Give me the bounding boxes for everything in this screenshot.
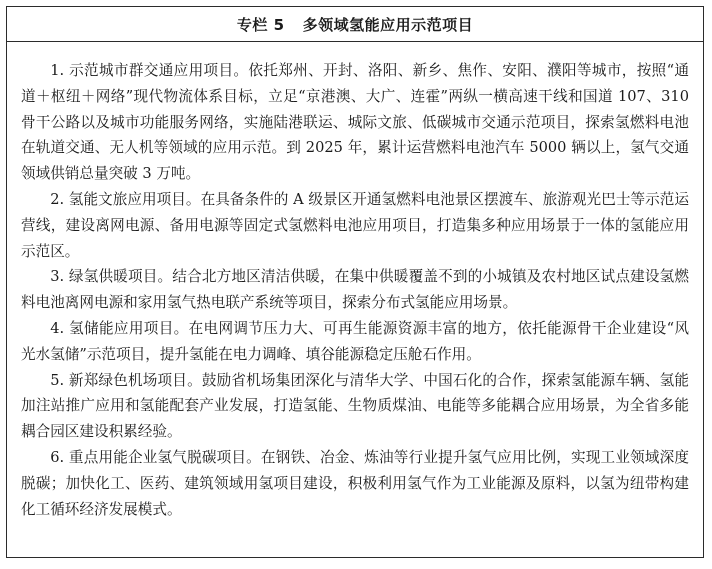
column-box <box>6 6 704 558</box>
column-content <box>7 42 703 522</box>
project-paragraph: 2. 氢能文旅应用项目。在具备条件的 A 级景区开通氢燃料电池景区摆渡车、旅游观光巴士等示范运营线，建设离网电源、备用电源等固定式氢燃料电池应用项目，打造集多种应用场景于一体的氢能应用示范区。 <box>21 190 689 260</box>
project-paragraph: 6. 重点用能企业氢气脱碳项目。在钢铁、冶金、炼油等行业提升氢气应用比例，实现工业领域深度脱碳；加快化工、医药、建筑领域用氢项目建设，积极利用氢气作为工业能源及原料，以氢为纽带构建化工循环经济发展模式。 <box>21 448 689 518</box>
column-title: 多领域氢能应用示范项目 <box>302 15 474 34</box>
project-paragraph: 3. 绿氢供暖项目。结合北方地区清洁供暖，在集中供暖覆盖不到的小城镇及农村地区试点建设氢燃料电池离网电源和家用氢气热电联产系统等项目，探索分布式氢能应用场景。 <box>21 268 689 312</box>
project-paragraph: 5. 新郑绿色机场项目。鼓励省机场集团深化与清华大学、中国石化的合作，探索氢能源车辆、氢能加注站推广应用和氢能配套产业发展，打造氢能、生物质煤油、电能等多能耦合应用场景，为全省多能耦合园区建设积累经验。 <box>21 371 689 441</box>
column-number: 专栏 5 <box>236 15 285 34</box>
column-header <box>7 7 703 42</box>
project-paragraph: 1. 示范城市群交通应用项目。依托郑州、开封、洛阳、新乡、焦作、安阳、濮阳等城市，按照“通道＋枢纽＋网络”现代物流体系目标，立足“京港澳、大广、连霍”两纵一横高速干线和国道 107、310 骨干公路以及城市功能服务网络，实施陆港联运、城际文旅、低碳城市交通示范项目，探索氢燃料电池在轨道交通、无人机等领域的应用示范。到 2025 年，累计运营燃料电池汽车 5000 辆以上，氢气交通领域供销总量突破 3 万吨。 <box>21 62 689 183</box>
project-paragraph: 4. 氢储能应用项目。在电网调节压力大、可再生能源资源丰富的地方，依托能源骨干企业建设“风光水氢储”示范项目，提升氢能在电力调峰、填谷能源稳定压舱石作用。 <box>21 319 689 363</box>
